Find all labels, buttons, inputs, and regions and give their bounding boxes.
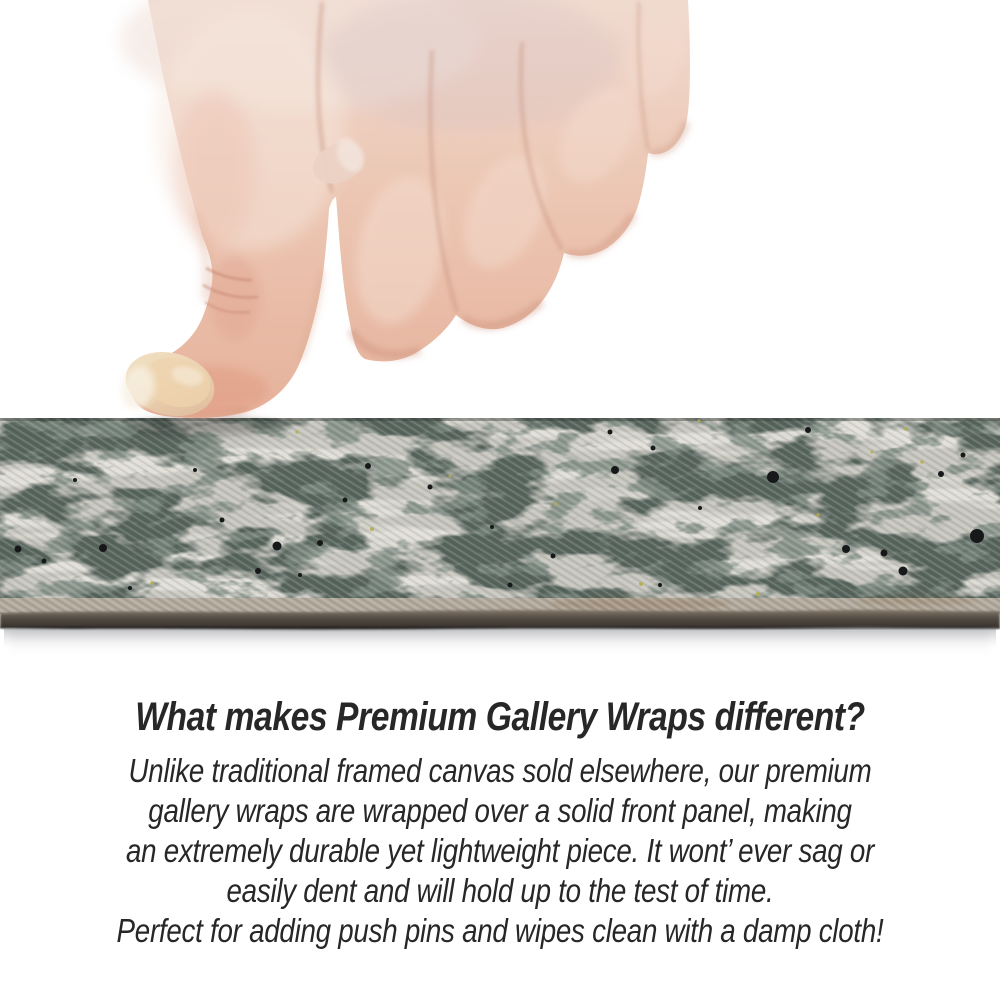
thumb-contact-shadow xyxy=(127,417,283,435)
body-line-1: Unlike traditional framed canvas sold elsewhere, our premium xyxy=(128,752,872,789)
body-line-5: Perfect for adding push pins and wipes clean with a damp cloth! xyxy=(116,912,884,949)
body-line-3: an extremely durable yet lightweight piece. It wont’ ever sag or xyxy=(125,832,875,869)
panel-edge-fringe xyxy=(0,627,1000,628)
info-text-block xyxy=(0,694,1000,951)
heading: What makes Premium Gallery Wraps different? xyxy=(135,695,865,739)
canvas-weave-texture xyxy=(0,418,1000,614)
body-line-4: easily dent and will hold up to the test of time. xyxy=(226,872,774,909)
canvas-strip xyxy=(0,417,1000,663)
strip-shadow-soft xyxy=(10,629,990,663)
hand-pressing-canvas xyxy=(117,0,696,427)
body-line-2: gallery wraps are wrapped over a solid front panel, making xyxy=(148,792,852,829)
